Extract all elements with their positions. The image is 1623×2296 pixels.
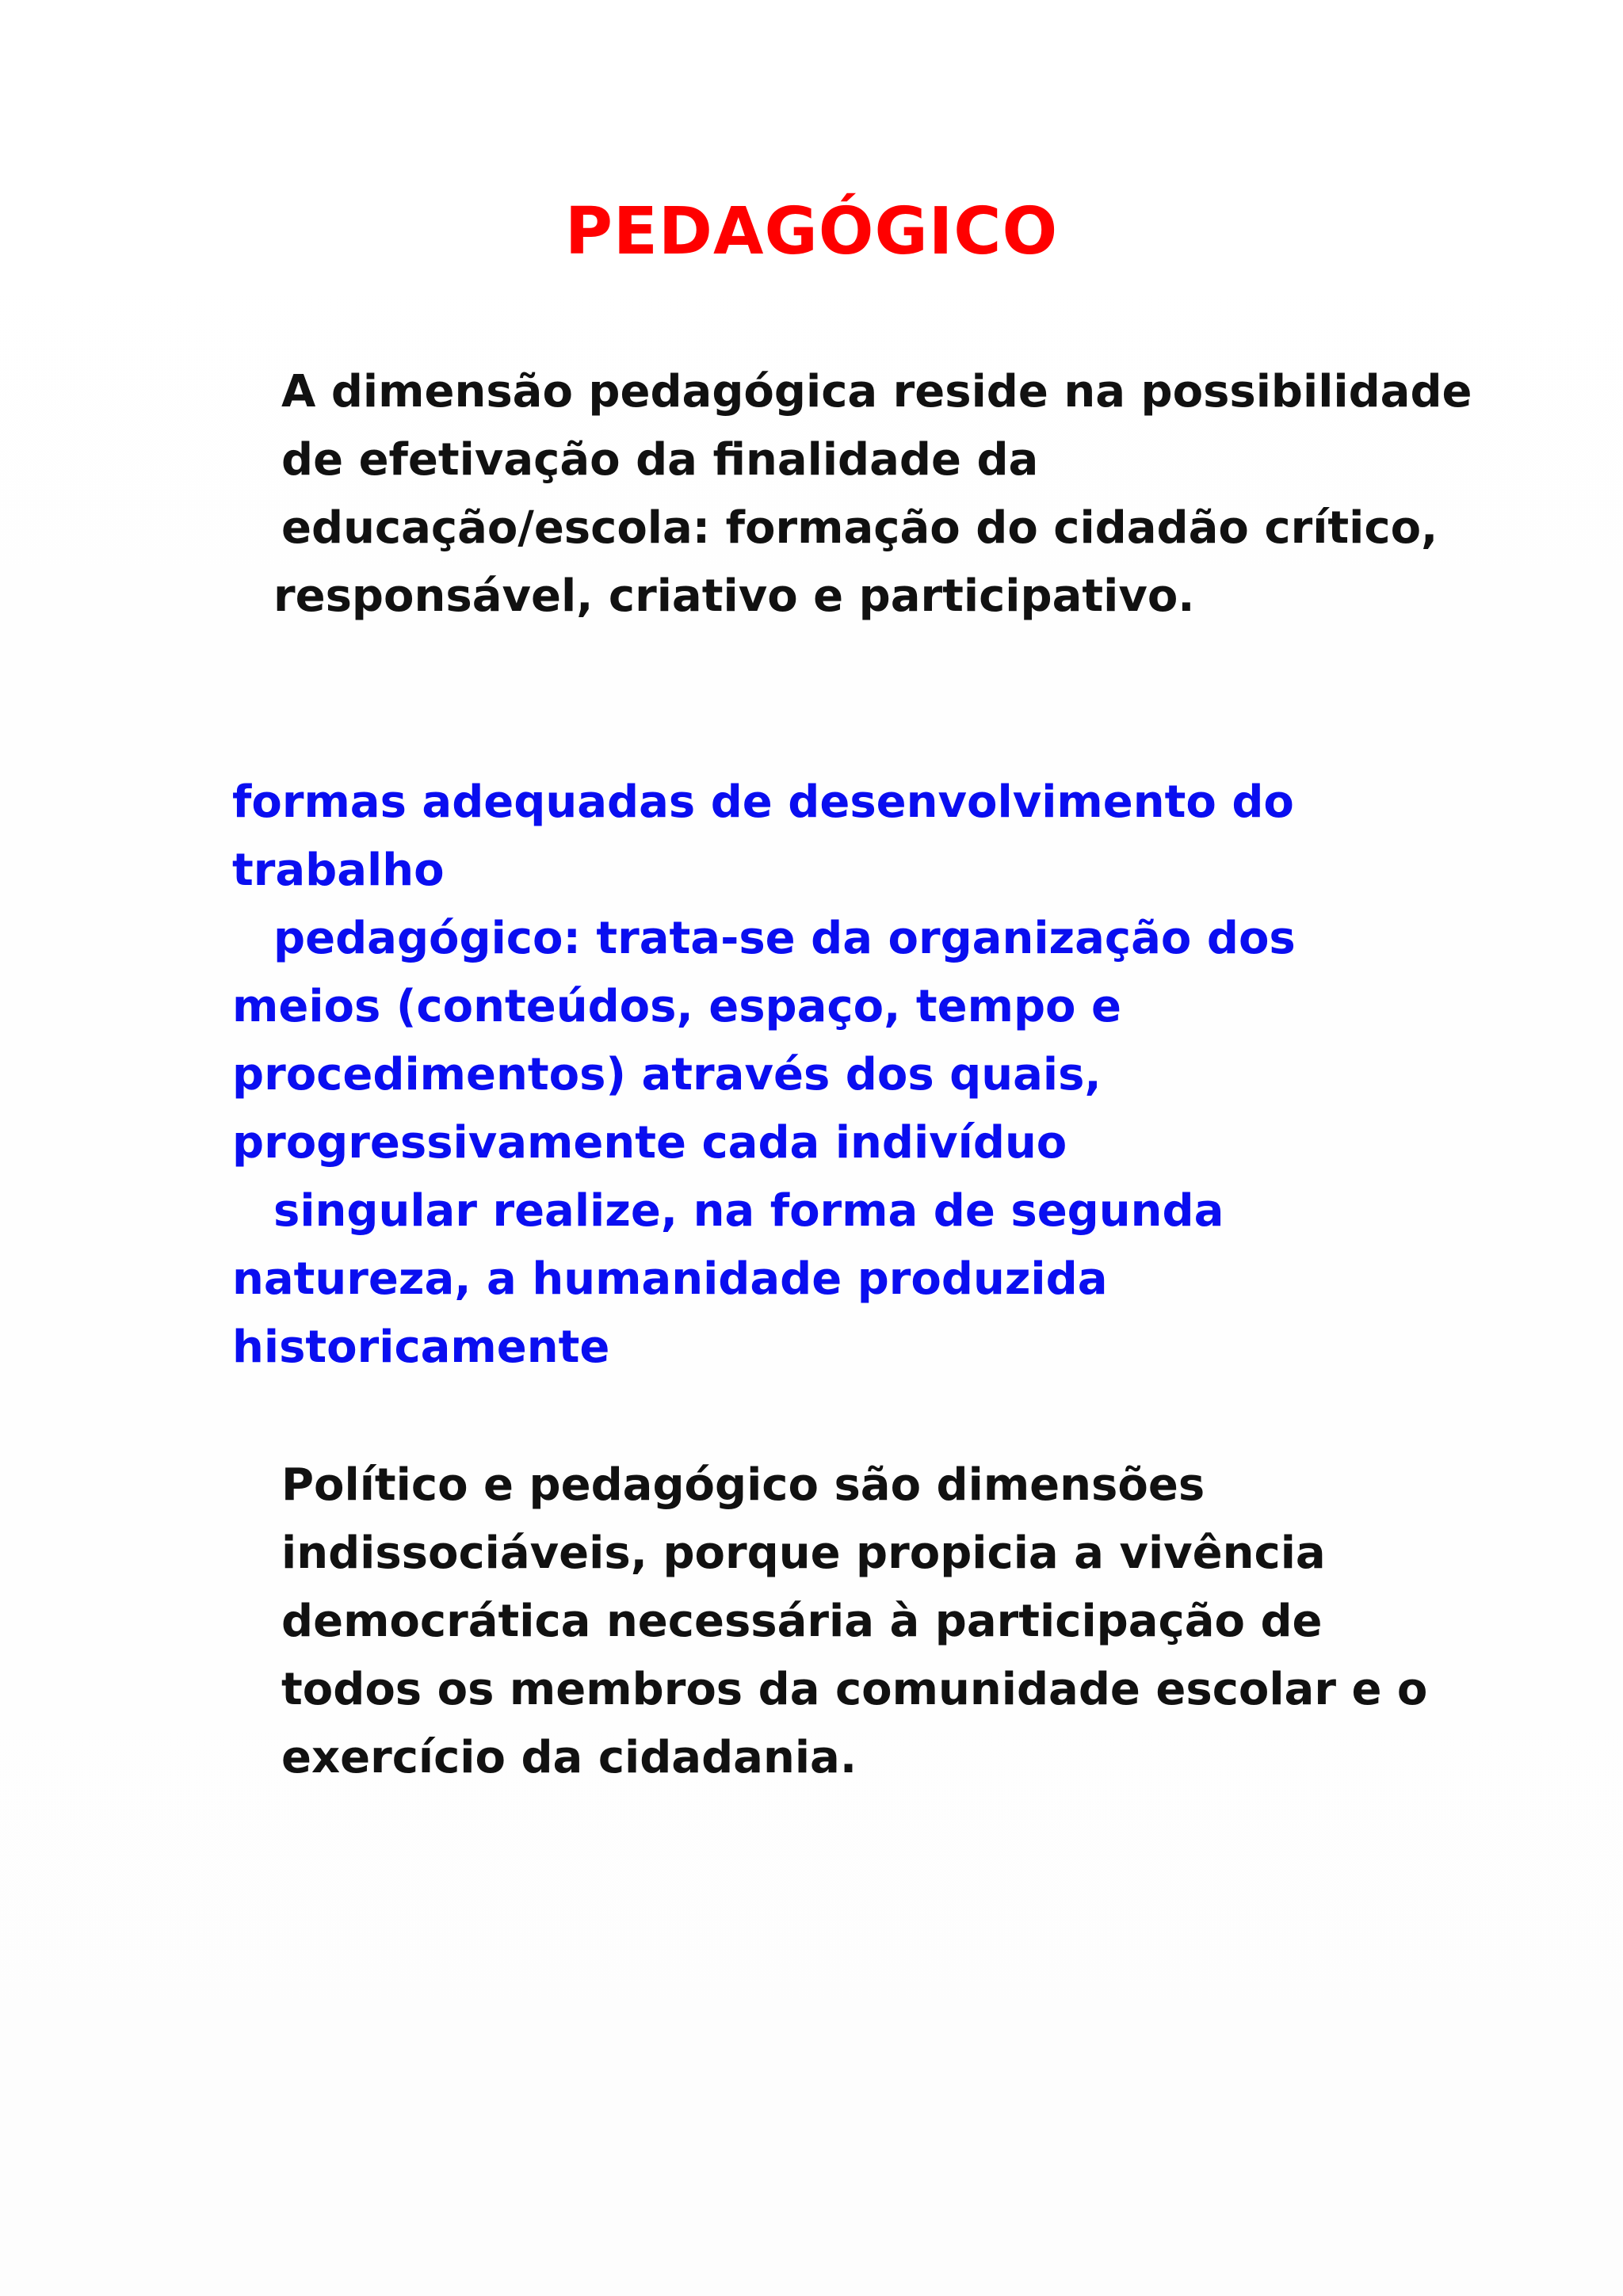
text-line: A dimensão pedagógica reside na possibilidade	[281, 366, 1472, 418]
text-line: progressivamente cada indivíduo	[232, 1117, 1067, 1169]
text-line: formas adequadas de desenvolvimento do	[232, 776, 1294, 828]
text-line: historicamente	[232, 1322, 610, 1373]
text-line: de efetivação da finalidade da	[281, 434, 1039, 486]
page-title: PEDAGÓGICO	[564, 194, 1059, 269]
text-line: trabalho	[232, 845, 445, 896]
text-line: responsável, criativo e participativo.	[273, 570, 1195, 622]
text-line: pedagógico: trata-se da organização dos	[273, 913, 1296, 964]
text-line: procedimentos) através dos quais,	[232, 1049, 1102, 1100]
text-line: meios (conteúdos, espaço, tempo e	[232, 981, 1121, 1032]
text-line: exercício da cidadania.	[281, 1732, 857, 1783]
text-line: indissociáveis, porque propicia a vivência	[281, 1527, 1326, 1579]
text-line: democrática necessária à participação de	[281, 1596, 1323, 1647]
text-line: educação/escola: formação do cidadão crítico,	[281, 502, 1438, 554]
text-line: natureza, a humanidade produzida	[232, 1253, 1108, 1305]
text-line: Político e pedagógico são dimensões	[281, 1459, 1205, 1511]
text-line: singular realize, na forma de segunda	[273, 1185, 1224, 1237]
text-line: todos os membros da comunidade escolar e o	[281, 1664, 1428, 1715]
